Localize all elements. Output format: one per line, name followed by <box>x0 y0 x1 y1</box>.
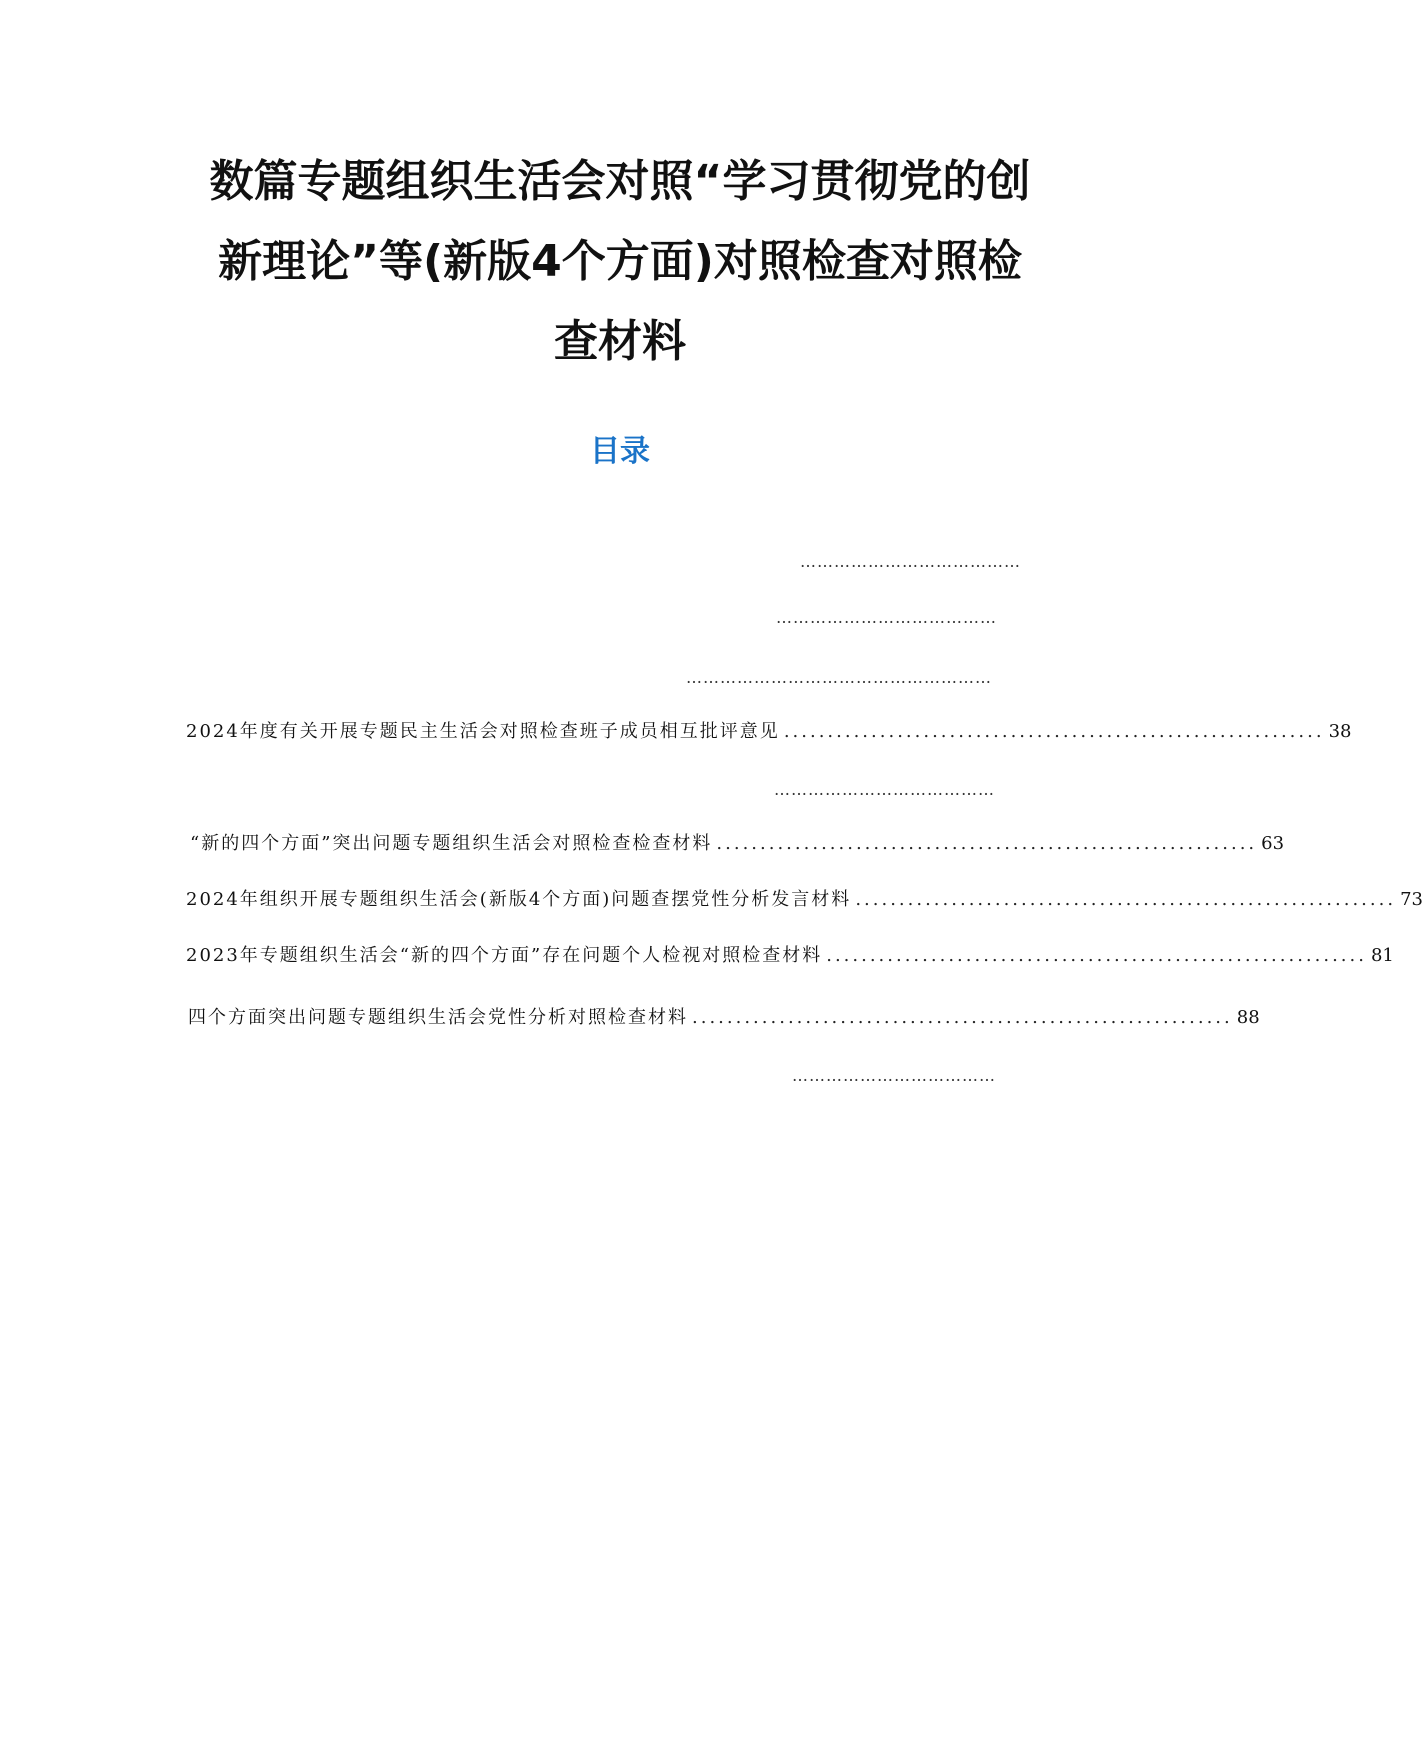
toc-entry-1[interactable] <box>186 720 1352 744</box>
toc-dot-leader: .............................................................. <box>716 833 1258 854</box>
toc-entry-3[interactable] <box>186 888 1423 912</box>
toc-dot-leader: .............................................................. <box>692 1007 1233 1028</box>
toc-page-number: 38 <box>1328 721 1352 742</box>
toc-entry-title: 2024年度有关开展专题民主生活会对照检查班子成员相互批评意见 <box>186 721 780 742</box>
toc-entry-title: 2024年组织开展专题组织生活会(新版4个方面)问题查摆党性分析发言材料 <box>186 889 852 910</box>
toc-entry-title: “新的四个方面”突出问题专题组织生活会对照检查检查材料 <box>190 833 713 854</box>
toc-page-number: 81 <box>1370 945 1394 966</box>
toc-dot-leader: .............................................................. <box>783 721 1325 742</box>
toc-dot-leader: .............................................................. <box>855 889 1397 910</box>
toc-page-number: 88 <box>1236 1007 1260 1028</box>
toc-dot-line: ………………………………… <box>774 780 995 799</box>
toc-entry-2[interactable] <box>190 832 1285 856</box>
toc-dot-line: ………………………………… <box>800 552 1021 571</box>
toc-entry-title: 2023年专题组织生活会“新的四个方面”存在问题个人检视对照检查材料 <box>186 945 823 966</box>
document-title-line-2: 新理论”等(新版4个方面)对照检查对照检 <box>218 236 1022 287</box>
toc-entry-title: 四个方面突出问题专题组织生活会党性分析对照检查材料 <box>188 1007 688 1028</box>
toc-dot-line: ……………………………… <box>792 1066 996 1085</box>
toc-entry-4[interactable] <box>186 944 1394 968</box>
toc-dot-line: ……………………………………………… <box>686 668 992 687</box>
toc-dot-leader: .............................................................. <box>826 945 1367 966</box>
document-title-line-3: 查材料 <box>554 316 686 367</box>
toc-page-number: 73 <box>1400 889 1423 910</box>
toc-entry-5[interactable] <box>188 1006 1260 1030</box>
toc-dot-line: ………………………………… <box>776 608 997 627</box>
document-title-line-1: 数篇专题组织生活会对照“学习贯彻党的创 <box>209 156 1031 207</box>
toc-heading: 目录 <box>590 434 650 469</box>
toc-page-number: 63 <box>1261 833 1285 854</box>
